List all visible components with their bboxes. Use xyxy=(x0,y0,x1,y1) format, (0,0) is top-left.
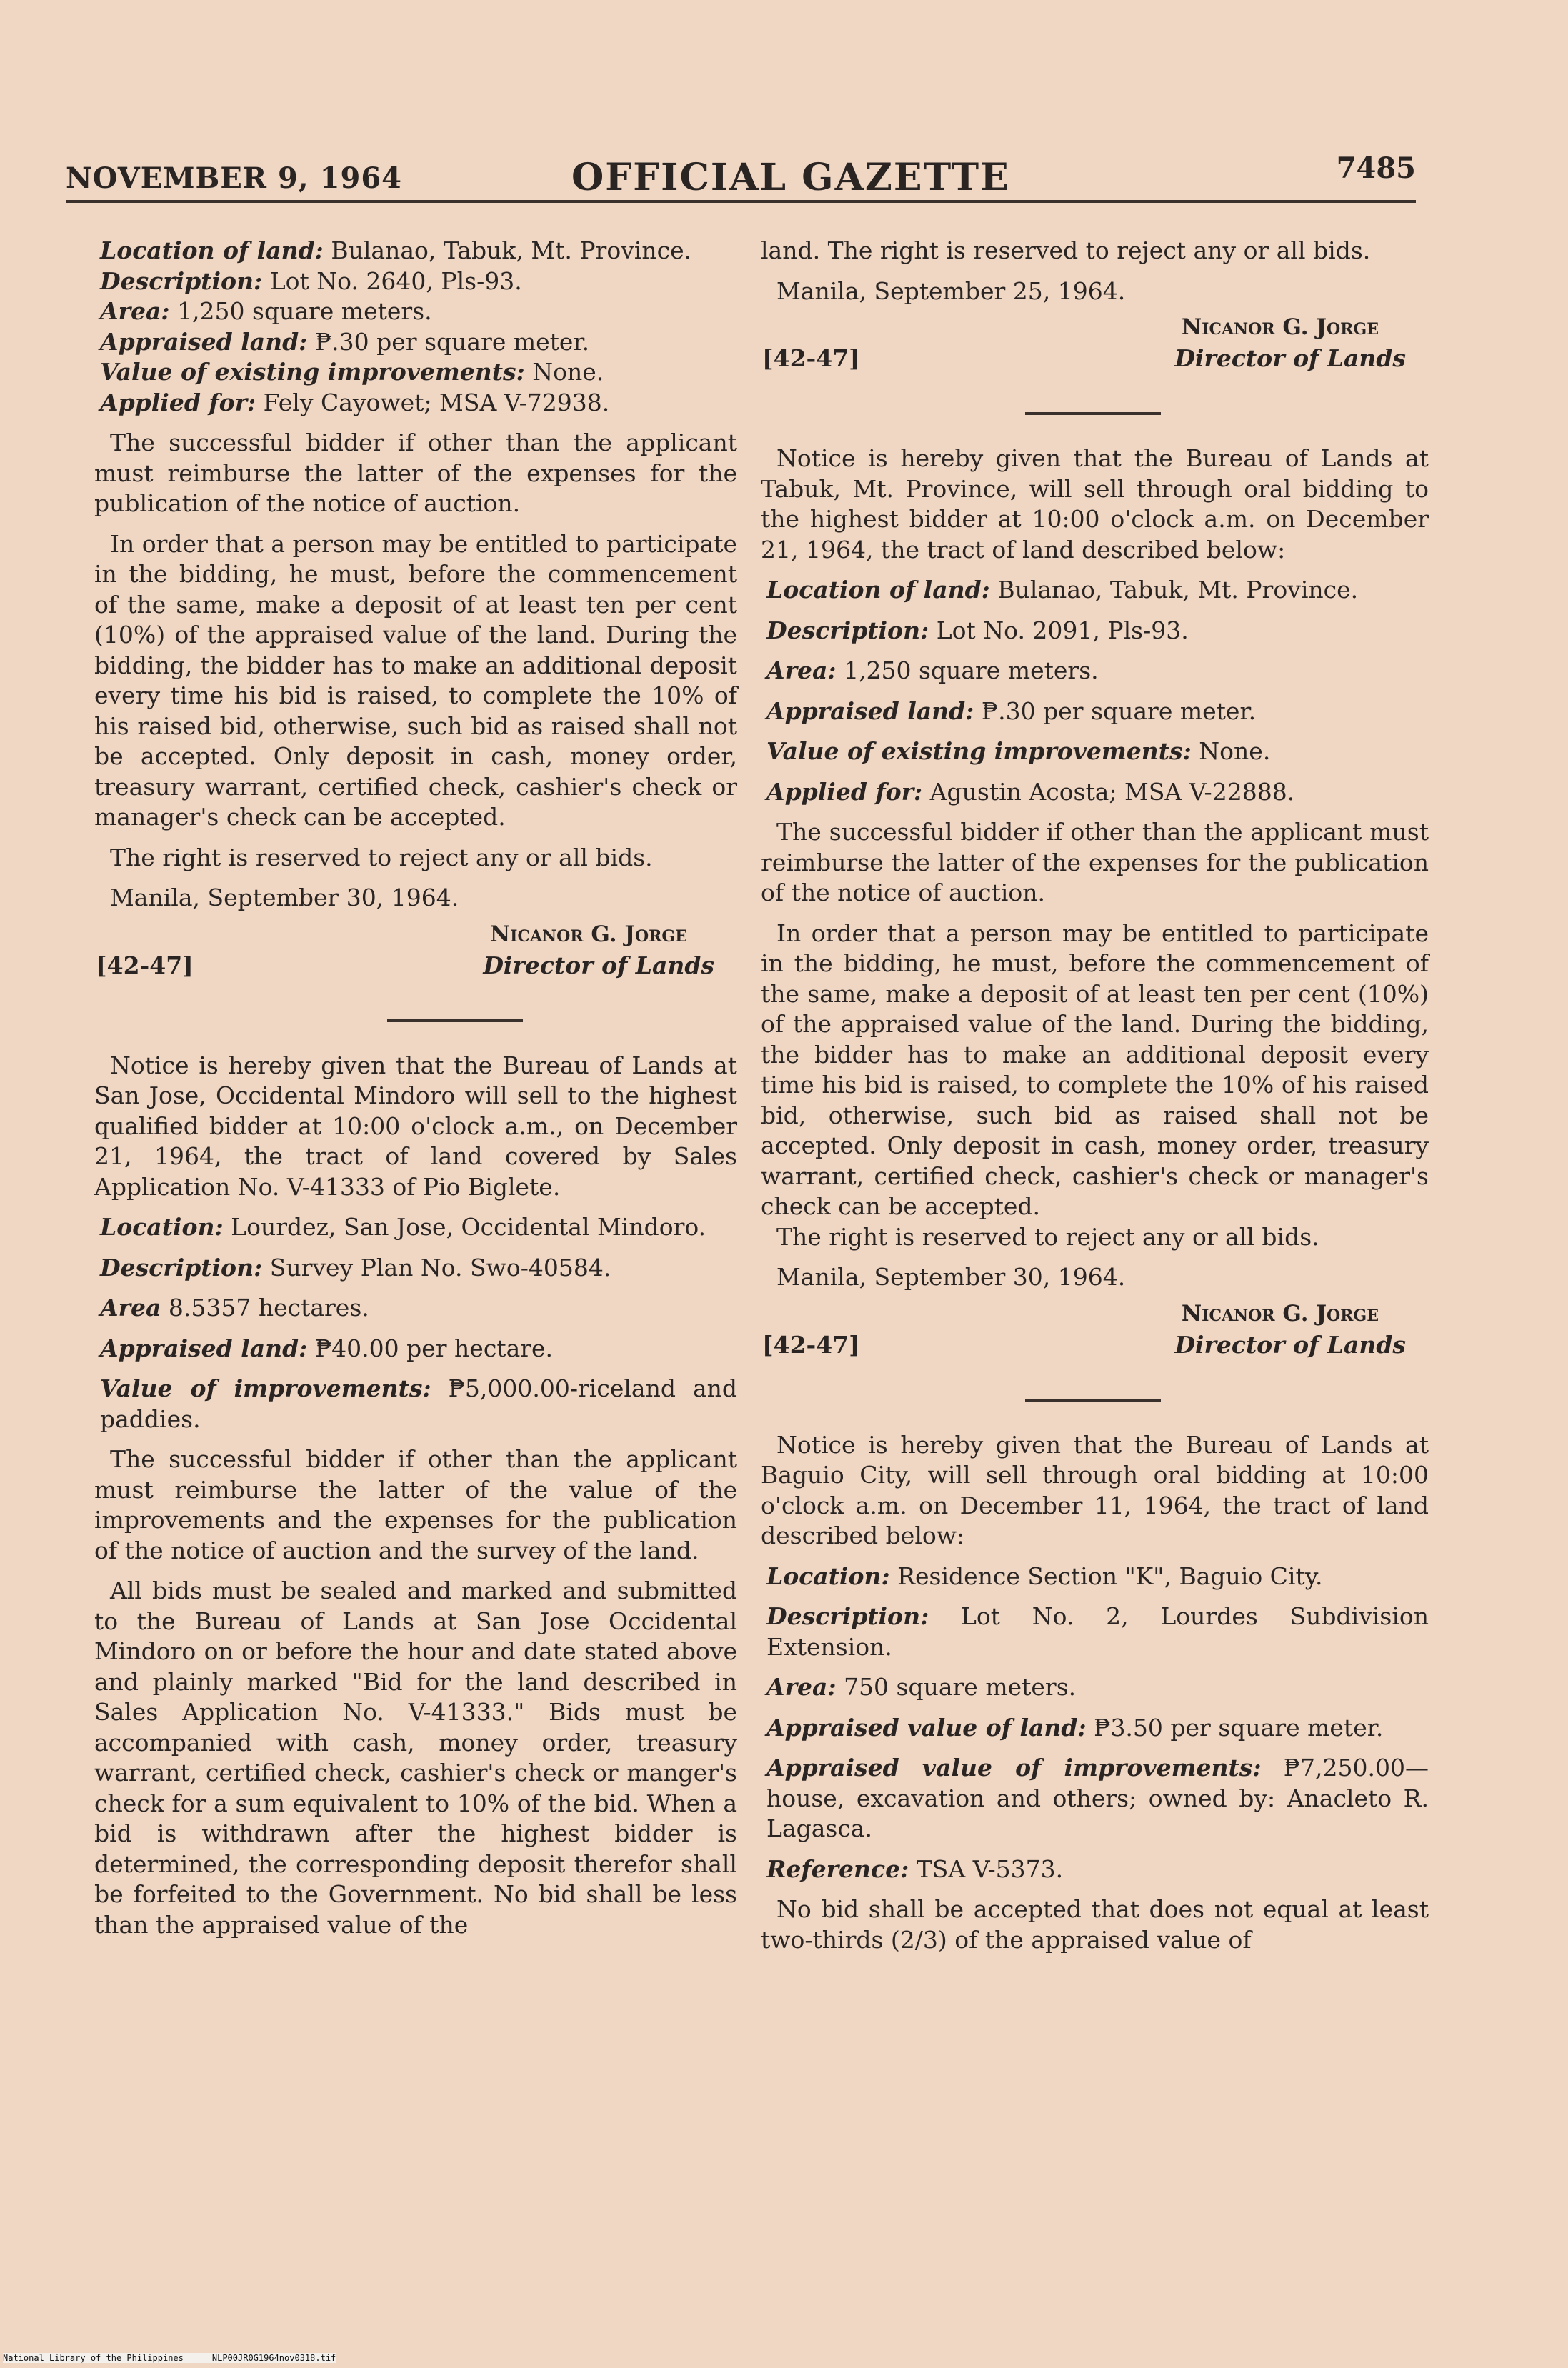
page-number: 7485 xyxy=(1336,151,1416,185)
place-date: Manila, September 30, 1964. xyxy=(776,1263,1126,1291)
field-description: Description: Lot No. 2640, Pls-93. xyxy=(100,266,522,295)
notice-bulanao-2640 xyxy=(94,236,737,989)
paragraph: The right is reserved to reject any or all bids. xyxy=(110,843,653,871)
header-rule xyxy=(66,200,1416,203)
notice-baguio xyxy=(761,1430,1429,1956)
publication-title: OFFICIAL GAZETTE xyxy=(571,156,1010,199)
paragraph: Notice is hereby given that the Bureau of Lands at San Jose, Occidental Mindoro will sell to the highest qualified bidder at 10:00 o'clock a.m., on December 21, 1964, the tract of land covered by Sales Application No. V-41333 of Pio Biglete. xyxy=(94,1051,737,1201)
signature-block xyxy=(761,312,1429,382)
paragraph: Notice is hereby given that the Bureau of Lands at Baguio City, will sell through oral bidding at 10:00 o'clock a.m. on December 11, 1964, the tract of land described below: xyxy=(761,1430,1429,1549)
paragraph: All bids must be sealed and marked and submitted to the Bureau of Lands at San Jose Occidental Mindoro on or before the hour and date stated above and plainly marked "Bid for the land described in Sales Application No. V-41333." Bids must be accompanied with cash, money order, treasury warrant, certified check, cashier's check or manger's check for a sum equivalent to 10% of the bid. When a bid is withdrawn after the highest bidder is determined, the corresponding deposit therefor shall be forfeited to the Government. No bid shall be less than the appraised value of the xyxy=(94,1577,737,1939)
paragraph: In order that a person may be entitled to participate in the bidding, he must, before the commencement of the same, make a deposit of at least ten per cent (10%) of the appraised value of the land. During the bidding, the bidder has to make an additional deposit every time his bid is raised, to complete the 10% of his raised bid, otherwise, such bid as raised shall not be accepted. Only deposit in cash, money order, treasury warrant, certified check, cashier's check or manager's check can be accepted. xyxy=(761,919,1429,1220)
field-appraised-land: Appraised value of land: ₱3.50 per square meter. xyxy=(766,1713,1384,1742)
paragraph: The successful bidder if other than the applicant must reimburse the latter of the value of the improvements and the expenses for the publication of the notice of auction and the survey of the land. xyxy=(94,1445,737,1564)
signatory-title: Director of Lands xyxy=(1174,344,1406,372)
section-divider xyxy=(387,1019,523,1022)
right-column xyxy=(761,236,1429,1955)
paragraph: The successful bidder if other than the applicant must reimburse the latter of the expenses for the publication of the notice of auction. xyxy=(94,429,737,517)
scan-footer xyxy=(3,2353,336,2363)
field-description: Description: Lot No. 2, Lourdes Subdivision Extension. xyxy=(766,1602,1429,1661)
signatory-title: Director of Lands xyxy=(1174,1330,1406,1359)
field-area: Area: 1,250 square meters. xyxy=(766,656,1099,684)
signatory-title: Director of Lands xyxy=(483,951,714,979)
section-divider xyxy=(1025,1399,1161,1402)
signature-block xyxy=(94,919,737,989)
field-improvements: Value of existing improvements: None. xyxy=(100,358,604,386)
place-date: Manila, September 30, 1964. xyxy=(110,884,459,911)
signature-block xyxy=(761,1299,1429,1369)
file-name: NLP00JR0G1964nov0318.tif xyxy=(211,2353,336,2363)
place-date: Manila, September 25, 1964. xyxy=(776,276,1126,305)
field-location: Location of land: Bulanao, Tabuk, Mt. Province. xyxy=(100,236,692,264)
paragraph: land. The right is reserved to reject any or all bids. xyxy=(761,236,1371,264)
field-applied: Applied for: Fely Cayowet; MSA V-72938. xyxy=(100,388,610,416)
field-reference: Reference: TSA V-5373. xyxy=(766,1854,1064,1883)
page-header xyxy=(66,149,1416,199)
field-area: Area: 1,250 square meters. xyxy=(100,297,432,325)
signatory-name: Nicanor G. Jorge xyxy=(1181,314,1379,340)
field-appraised: Appraised land: ₱.30 per square meter. xyxy=(766,696,1257,725)
field-applied: Applied for: Agustin Acosta; MSA V-22888. xyxy=(766,777,1295,806)
paragraph: The right is reserved to reject any or all bids. xyxy=(776,1222,1319,1251)
field-improvements: Value of existing improvements: None. xyxy=(766,737,1271,765)
paragraph: The successful bidder if other than the applicant must reimburse the latter of the expenses for the publication of the notice of auction. xyxy=(761,818,1429,906)
notice-bulanao-2091 xyxy=(761,444,1429,1369)
left-column xyxy=(94,236,737,1940)
field-area: Area 8.5357 hectares. xyxy=(100,1294,369,1322)
signatory-name: Nicanor G. Jorge xyxy=(1181,1300,1379,1327)
field-description: Description: Survey Plan No. Swo-40584. xyxy=(100,1253,611,1282)
section-divider xyxy=(1025,412,1161,415)
field-area: Area: 750 square meters. xyxy=(766,1673,1077,1701)
reference-code: [42-47] xyxy=(762,344,860,372)
field-location: Location: Lourdez, San Jose, Occidental Mindoro. xyxy=(100,1213,706,1241)
paragraph: Notice is hereby given that the Bureau of Lands at Tabuk, Mt. Province, will sell through oral bidding to the highest bidder at 10:00 o'clock a.m. on December 21, 1964, the tract of land described below: xyxy=(761,444,1429,564)
reference-code: [42-47] xyxy=(762,1330,860,1359)
field-appraised: Appraised land: ₱40.00 per hectare. xyxy=(100,1334,554,1362)
notice-san-jose xyxy=(94,1051,737,1941)
paragraph: No bid shall be accepted that does not equal at least two-thirds (2/3) of the appraised value of xyxy=(761,1895,1429,1954)
signatory-name: Nicanor G. Jorge xyxy=(489,921,687,947)
field-location: Location of land: Bulanao, Tabuk, Mt. Province. xyxy=(766,576,1359,604)
notice-san-jose-continued xyxy=(761,236,1429,382)
field-appraised: Appraised land: ₱.30 per square meter. xyxy=(100,327,590,356)
field-location: Location: Residence Section "K", Baguio City. xyxy=(766,1562,1323,1590)
issue-date: NOVEMBER 9, 1964 xyxy=(66,161,402,195)
field-description: Description: Lot No. 2091, Pls-93. xyxy=(766,616,1189,644)
paragraph: In order that a person may be entitled to participate in the bidding, he must, before the commencement of the same, make a deposit of at least ten per cent (10%) of the appraised value of the land. During the bidding, the bidder has to make an additional deposit every time his bid is raised, to complete the 10% of his raised bid, otherwise, such bid as raised shall not be accepted. Only deposit in cash, money order, treasury warrant, certified check, cashier's check or manager's check can be accepted. xyxy=(94,529,737,831)
field-appraised-improvements: Appraised value of improvements: ₱7,250.00— house, excavation and others; owned by: Anacleto R. Lagasca. xyxy=(766,1754,1429,1842)
library-credit: National Library of the Philippines xyxy=(3,2353,184,2363)
field-improvements: Value of improvements: ₱5,000.00-riceland and paddies. xyxy=(100,1374,737,1433)
reference-code: [42-47] xyxy=(96,951,194,979)
